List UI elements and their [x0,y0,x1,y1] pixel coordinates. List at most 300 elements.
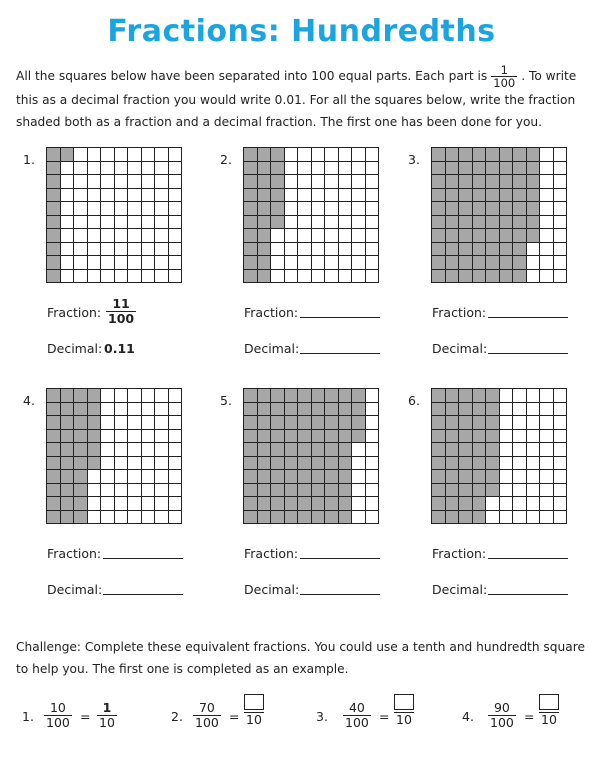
grid-cell [128,511,142,525]
grid-cell [271,270,285,284]
grid-cell [473,162,487,176]
grid-cell [128,497,142,511]
grid-cell [446,511,460,525]
grid-cell [554,389,568,403]
decimal-answer-blank[interactable] [488,594,568,595]
grid-cell [459,457,473,471]
grid-cell [513,457,527,471]
grid-cell [101,162,115,176]
grid-cell [128,270,142,284]
grid-cell [446,229,460,243]
grid-cell [88,216,102,230]
grid-cell [312,202,326,216]
answer-box[interactable] [244,694,264,710]
grid-cell [554,270,568,284]
grid-cell [298,443,312,457]
grid-cell [366,443,380,457]
grid-cell [339,484,353,498]
grid-cell [128,175,142,189]
grid-cell [298,162,312,176]
grid-cell [169,189,183,203]
grid-cell [142,497,156,511]
grid-cell [352,243,366,257]
grid-cell [554,470,568,484]
challenge-right-fraction [97,701,117,730]
grid-cell [271,389,285,403]
equals-sign: = [80,709,91,724]
grid-cell [446,497,460,511]
grid-cell [473,511,487,525]
grid-cell [169,497,183,511]
grid-cell [258,229,272,243]
grid-cell [298,270,312,284]
grid-cell [473,256,487,270]
answer-box[interactable] [394,694,414,710]
grid-cell [325,229,339,243]
grid-cell [244,162,258,176]
grid-cell [88,443,102,457]
intro-fraction [491,64,517,89]
grid-cell [47,403,61,417]
grid-cell [271,443,285,457]
grid-cell [366,457,380,471]
numerator: 90 [488,701,516,716]
decimal-answer-blank[interactable] [300,353,380,354]
grid-cell [352,216,366,230]
grid-cell [513,229,527,243]
grid-cell [352,416,366,430]
grid-cell [155,457,169,471]
grid-cell [258,202,272,216]
grid-cell [47,162,61,176]
challenge-right-fraction [394,694,414,727]
grid-cell [298,416,312,430]
grid-cell [47,243,61,257]
grid-cell [339,189,353,203]
grid-cell [244,389,258,403]
grid-cell [258,148,272,162]
grid-cell [298,457,312,471]
grid-cell [366,511,380,525]
grid-cell [459,175,473,189]
grid-cell [339,416,353,430]
grid-cell [258,484,272,498]
grid-cell [101,430,115,444]
grid-cell [486,189,500,203]
grid-cell [432,497,446,511]
grid-cell [527,229,541,243]
challenge-number: 2. [171,709,183,724]
grid-cell [271,216,285,230]
grid-cell [101,216,115,230]
grid-cell [540,416,554,430]
grid-cell [339,443,353,457]
grid-cell [500,162,514,176]
grid-cell [61,148,75,162]
grid-cell [169,243,183,257]
grid-cell [155,389,169,403]
decimal-label: Decimal: [47,582,103,597]
answer-box[interactable] [539,694,559,710]
fraction-label: Fraction: [244,546,299,561]
grid-cell [527,484,541,498]
grid-cell [61,189,75,203]
grid-cell [61,470,75,484]
grid-cell [88,403,102,417]
grid-cell [540,243,554,257]
grid-cell [540,511,554,525]
grid-cell [312,416,326,430]
grid-cell [258,470,272,484]
grid-cell [339,148,353,162]
challenge-number: 4. [462,709,474,724]
grid-cell [432,389,446,403]
grid-cell [312,270,326,284]
grid-cell [432,457,446,471]
grid-cell [88,162,102,176]
grid-cell [500,416,514,430]
grid-cell [128,229,142,243]
grid-cell [101,175,115,189]
grid-cell [473,389,487,403]
grid-cell [446,416,460,430]
grid-cell [101,389,115,403]
grid-cell [74,243,88,257]
grid-cell [325,403,339,417]
grid-cell [459,243,473,257]
grid-cell [312,497,326,511]
grid-cell [285,229,299,243]
grid-cell [500,430,514,444]
grid-cell [500,403,514,417]
grid-cell [446,243,460,257]
grid-cell [446,443,460,457]
grid-cell [352,457,366,471]
grid-cell [115,389,129,403]
denominator: 100 [490,715,514,730]
grid-cell [169,175,183,189]
grid-cell [554,484,568,498]
grid-cell [446,162,460,176]
grid-cell [155,403,169,417]
grid-cell [47,229,61,243]
grid-cell [352,148,366,162]
grid-cell [513,470,527,484]
grid-cell [258,430,272,444]
grid-cell [325,484,339,498]
challenge-left-fraction [343,701,371,730]
grid-cell [258,216,272,230]
grid-cell [554,148,568,162]
grid-cell [155,443,169,457]
grid-cell [339,229,353,243]
grid-cell [258,416,272,430]
denominator: 10 [99,715,115,730]
grid-cell [169,470,183,484]
grid-cell [325,416,339,430]
grid-cell [115,216,129,230]
grid-cell [486,216,500,230]
grid-cell [128,443,142,457]
grid-cell [339,457,353,471]
grid-cell [115,270,129,284]
grid-cell [61,175,75,189]
challenge-left-fraction [193,701,221,730]
grid-cell [244,229,258,243]
grid-cell [244,243,258,257]
grid-cell [527,430,541,444]
grid-cell [155,243,169,257]
grid-cell [527,497,541,511]
intro-text-1: All the squares below have been separated into 100 equal parts. Each part is [16,69,488,83]
grid-cell [366,189,380,203]
grid-cell [540,162,554,176]
grid-cell [88,256,102,270]
grid-cell [432,430,446,444]
grid-cell [74,443,88,457]
grid-cell [142,416,156,430]
grid-cell [271,256,285,270]
fraction-answer-blank[interactable] [488,317,568,318]
grid-cell [513,202,527,216]
grid-cell [554,256,568,270]
grid-cell [432,162,446,176]
grid-cell [325,497,339,511]
grid-cell [540,403,554,417]
challenge-number: 3. [316,709,328,724]
grid-cell [325,443,339,457]
grid-cell [155,162,169,176]
grid-cell [432,175,446,189]
grid-cell [128,389,142,403]
grid-cell [285,175,299,189]
grid-cell [298,202,312,216]
grid-cell [473,457,487,471]
grid-cell [88,189,102,203]
grid-cell [128,470,142,484]
grid-cell [169,416,183,430]
grid-cell [339,430,353,444]
grid-cell [366,484,380,498]
grid-cell [128,403,142,417]
grid-cell [446,270,460,284]
grid-cell [88,270,102,284]
fraction-answer-blank[interactable] [488,558,568,559]
grid-cell [298,229,312,243]
grid-cell [312,229,326,243]
grid-cell [128,162,142,176]
grid-cell [285,243,299,257]
grid-cell [88,202,102,216]
grid-cell [527,470,541,484]
grid-cell [513,162,527,176]
grid-cell [298,430,312,444]
grid-cell [101,416,115,430]
grid-cell [244,175,258,189]
grid-cell [115,403,129,417]
numerator: 40 [343,701,371,716]
grid-cell [500,202,514,216]
grid-cell [554,497,568,511]
grid-cell [101,457,115,471]
grid-cell [312,389,326,403]
grid-cell [285,256,299,270]
decimal-label: Decimal: [432,582,488,597]
grid-cell [128,148,142,162]
grid-cell [88,497,102,511]
grid-cell [432,511,446,525]
grid-cell [128,189,142,203]
grid-cell [366,270,380,284]
denominator: 100 [345,715,369,730]
denominator: 10 [541,712,557,727]
decimal-answer-blank[interactable] [300,594,380,595]
grid-cell [88,243,102,257]
grid-cell [155,511,169,525]
fraction-answer-blank[interactable] [300,317,380,318]
grid-cell [513,403,527,417]
grid-cell [446,389,460,403]
grid-cell [169,443,183,457]
grid-cell [527,148,541,162]
grid-cell [47,389,61,403]
grid-cell [366,470,380,484]
grid-cell [47,497,61,511]
grid-cell [128,457,142,471]
grid-cell [325,189,339,203]
grid-cell [244,511,258,525]
grid-cell [47,430,61,444]
intro-text-2: . To write this as a decimal fraction you would write 0.01. For all the squares below, write the fraction shaded both as a fraction and a decimal fraction. The first one has been done for you. [16,69,577,129]
grid-cell [554,403,568,417]
grid-cell [500,243,514,257]
grid-cell [101,256,115,270]
grid-cell [258,270,272,284]
grid-cell [169,256,183,270]
grid-cell [155,497,169,511]
grid-cell [115,497,129,511]
decimal-answer-blank[interactable] [488,353,568,354]
hundred-square-3 [431,147,567,283]
numerator: 70 [193,701,221,716]
grid-cell [540,175,554,189]
grid-cell [527,216,541,230]
grid-cell [500,216,514,230]
grid-cell [115,256,129,270]
grid-cell [244,256,258,270]
grid-cell [285,148,299,162]
grid-cell [459,389,473,403]
grid-cell [298,497,312,511]
grid-cell [74,470,88,484]
grid-cell [473,229,487,243]
grid-cell [473,484,487,498]
grid-cell [47,189,61,203]
fraction-label: Fraction: [432,305,487,320]
grid-cell [513,416,527,430]
fraction-answer-blank[interactable] [300,558,380,559]
grid-cell [352,430,366,444]
grid-cell [155,256,169,270]
grid-cell [366,175,380,189]
grid-cell [500,497,514,511]
answer-decimal: 0.11 [104,341,135,356]
grid-cell [540,189,554,203]
grid-cell [244,430,258,444]
grid-cell [88,511,102,525]
grid-cell [169,270,183,284]
denominator: 10 [246,712,262,727]
grid-cell [513,430,527,444]
grid-cell [554,511,568,525]
grid-cell [513,270,527,284]
denominator: 100 [195,715,219,730]
grid-cell [325,256,339,270]
grid-cell [486,430,500,444]
grid-cell [500,457,514,471]
grid-cell [88,416,102,430]
grid-cell [271,484,285,498]
grid-cell [101,443,115,457]
fraction-answer-blank[interactable] [103,558,183,559]
decimal-answer-blank[interactable] [103,594,183,595]
grid-cell [285,216,299,230]
grid-cell [500,484,514,498]
grid-cell [285,430,299,444]
grid-cell [513,511,527,525]
grid-cell [540,148,554,162]
grid-cell [142,511,156,525]
grid-cell [352,484,366,498]
grid-cell [74,148,88,162]
grid-cell [459,229,473,243]
grid-cell [513,175,527,189]
numerator: 1 [97,701,117,716]
grid-cell [554,162,568,176]
grid-cell [258,443,272,457]
grid-cell [446,457,460,471]
problem-number: 3. [408,152,420,167]
grid-cell [513,189,527,203]
grid-cell [61,243,75,257]
grid-cell [513,484,527,498]
grid-cell [298,511,312,525]
grid-cell [244,470,258,484]
grid-cell [459,162,473,176]
grid-cell [432,484,446,498]
grid-cell [446,148,460,162]
grid-cell [513,243,527,257]
grid-cell [325,511,339,525]
grid-cell [142,430,156,444]
grid-cell [61,162,75,176]
grid-cell [459,256,473,270]
grid-cell [298,389,312,403]
grid-cell [155,175,169,189]
grid-cell [352,202,366,216]
grid-cell [432,416,446,430]
challenge-text: Challenge: Complete these equivalent fractions. You could use a tenth and hundredth square to help you. The first one is completed as an example. [16,640,585,676]
grid-cell [61,484,75,498]
grid-cell [258,403,272,417]
grid-cell [459,189,473,203]
grid-cell [101,484,115,498]
grid-cell [352,256,366,270]
grid-cell [169,484,183,498]
grid-cell [47,470,61,484]
grid-cell [554,216,568,230]
grid-cell [486,511,500,525]
